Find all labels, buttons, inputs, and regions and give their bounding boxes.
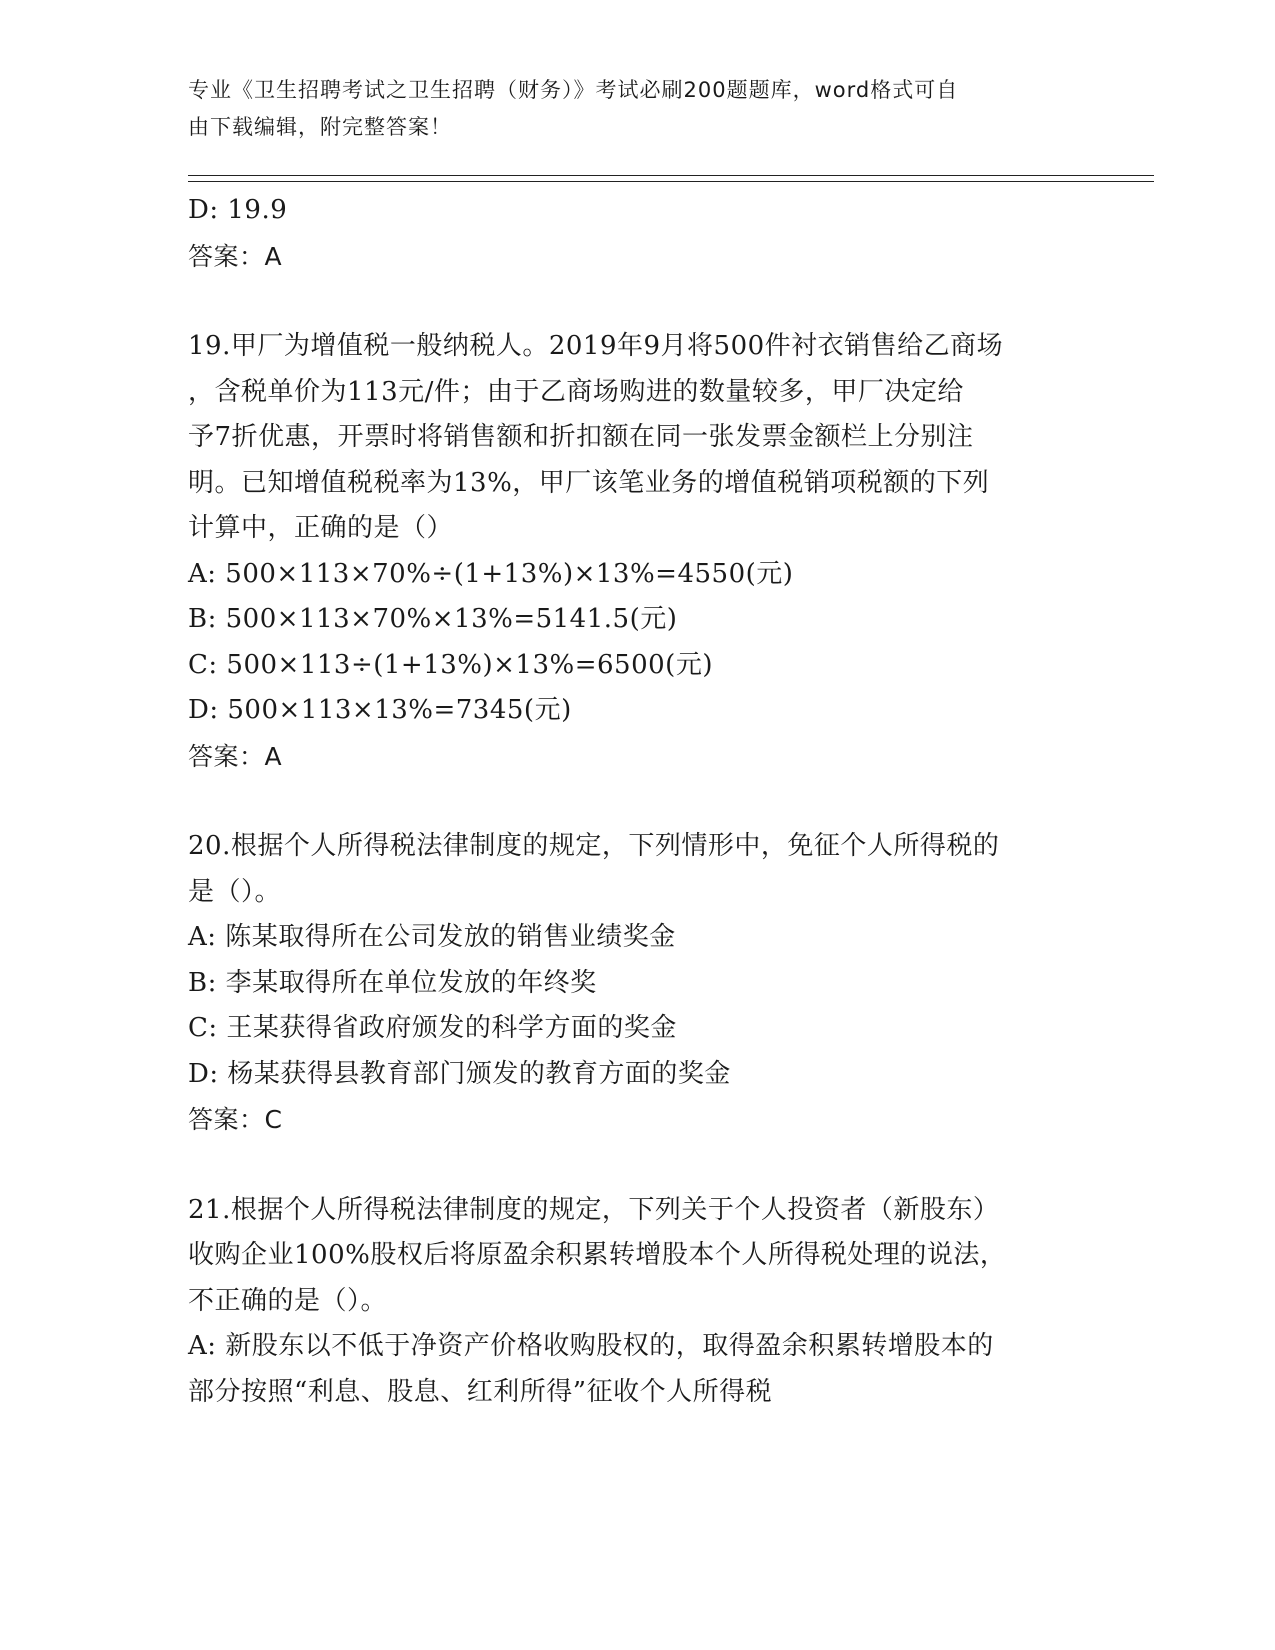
question-stem-line: 19.甲厂为增值税一般纳税人。2019年9月将500件衬衣销售给乙商场 [188,331,1004,361]
question-21 [188,1188,1088,1416]
question-stem-line: ，含税单价为113元/件；由于乙商场购进的数量较多，甲厂决定给 [188,376,964,407]
option-c: C: 500×113÷(1+13%)×13%=6500(元) [188,649,713,680]
question-stem-line: 不正确的是（）。 [188,1285,388,1316]
document-body [188,188,1088,1415]
option-a: A: 新股东以不低于净资产价格收购股权的，取得盈余积累转增股本的 [188,1331,994,1361]
answer-line: 答案：A [188,241,283,271]
question-19 [188,324,1088,779]
header-line: 由下载编辑，附完整答案！ [188,115,452,139]
page-header [188,72,1088,146]
spacer [188,779,1088,824]
question-stem-line: 21.根据个人所得税法律制度的规定，下列关于个人投资者（新股东） [188,1194,1000,1225]
question-stem-line: 明。已知增值税税率为13%，甲厂该笔业务的增值税销项税额的下列 [188,467,990,498]
option-a-continued: 部分按照“利息、股息、红利所得”征收个人所得税 [188,1376,773,1407]
option-a: A: 陈某取得所在公司发放的销售业绩奖金 [188,922,676,952]
header-divider [188,181,1154,182]
previous-question-tail [188,188,1088,279]
question-stem-line: 20.根据个人所得税法律制度的规定，下列情形中，免征个人所得税的 [188,831,1000,861]
answer-line: 答案：A [188,741,283,771]
spacer [188,1143,1088,1188]
option-d: D: 19.9 [188,195,288,225]
header-line: 专业《卫生招聘考试之卫生招聘（财务）》考试必刷200题题库，word格式可自 [188,78,959,102]
question-stem-line: 予7折优惠，开票时将销售额和折扣额在同一张发票金额栏上分别注 [188,422,974,452]
option-b: B: 500×113×70%×13%=5141.5(元) [188,604,678,634]
question-stem-line: 收购企业100%股权后将原盈余积累转增股本个人所得税处理的说法， [188,1240,1007,1270]
option-a: A: 500×113×70%÷(1+13%)×13%=4550(元) [188,558,794,589]
option-b: B: 李某取得所在单位发放的年终奖 [188,967,597,998]
header-divider [188,175,1154,176]
question-stem-line: 是（）。 [188,876,282,907]
spacer [188,279,1088,324]
question-20 [188,824,1088,1143]
question-stem-line: 计算中，正确的是（） [188,513,454,543]
option-c: C: 王某获得省政府颁发的科学方面的奖金 [188,1013,677,1043]
option-d: D: 500×113×13%=7345(元) [188,695,572,725]
answer-line: 答案：C [188,1105,283,1134]
option-d: D: 杨某获得县教育部门颁发的教育方面的奖金 [188,1058,731,1089]
